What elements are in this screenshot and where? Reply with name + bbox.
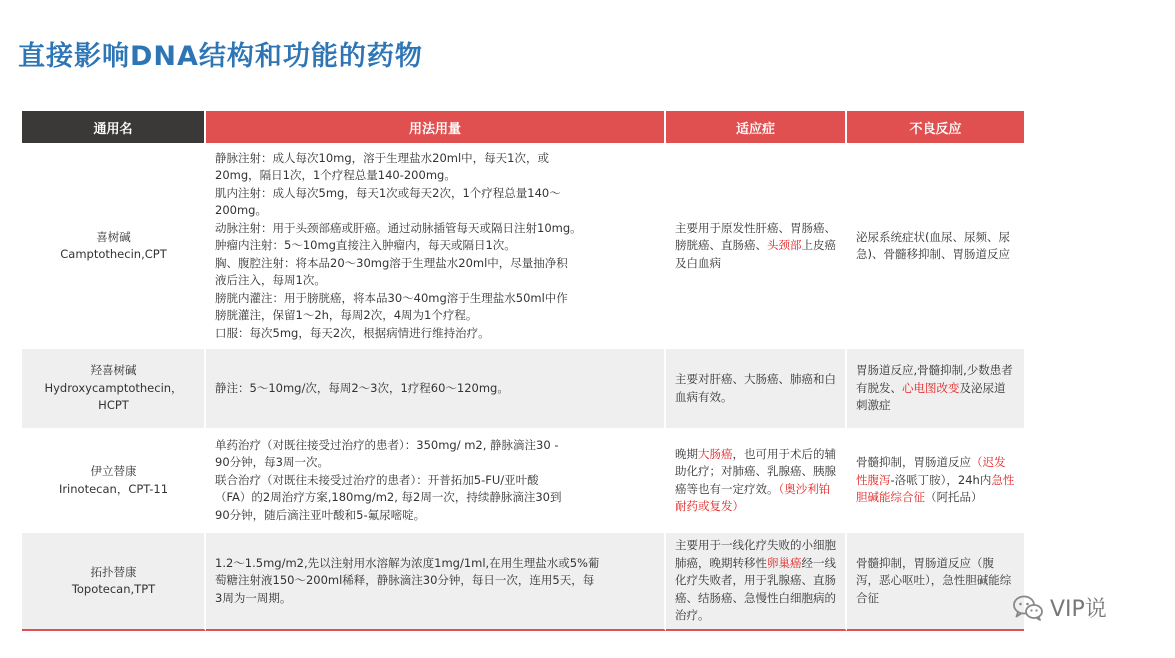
header-name: 通用名 <box>22 111 206 143</box>
dosage-line: 1.2～1.5mg/m2,先以注射用水溶解为浓度1mg/1ml,在用生理盐水或5%葡 <box>215 555 600 570</box>
indication-cell <box>666 143 847 347</box>
indication-text: 晚期 <box>675 446 698 461</box>
dosage-line: 肿瘤内注射：5～10mg直接注入肿瘤内，每天或隔日1次。 <box>215 238 516 253</box>
adverse-text: 泌尿系统症状(血尿、尿频、尿急)、骨髓移抑制、胃肠道反应 <box>856 229 1010 261</box>
dosage-line: 200mg。 <box>215 203 267 218</box>
drug-name-en: Topotecan,TPT <box>71 582 156 596</box>
table-row <box>22 143 1024 347</box>
dosage-line: （FA）的2周治疗方案,180mg/m2, 每2周一次，持续静脉滴注30到 <box>215 490 562 505</box>
indication-text: 上皮癌及白血病 <box>675 238 836 270</box>
adverse-cell <box>847 143 1024 347</box>
drug-name-en: Irinotecan，CPT-11 <box>58 481 169 496</box>
indication-highlight: （奥沙利铂耐药或复发） <box>675 481 831 513</box>
dosage-line: 口服：每次5mg，每天2次，根据病情进行维持治疗。 <box>215 325 490 340</box>
dosage-line: 静注：5～10mg/次，每周2～3次，1疗程60～120mg。 <box>215 380 509 395</box>
dosage-cell <box>206 143 666 347</box>
indication-text: 主要对肝癌、大肠癌、肺癌和白血病有效。 <box>675 372 836 404</box>
adverse-cell <box>847 531 1024 631</box>
dosage-cell <box>206 531 666 631</box>
indication-cell <box>666 531 847 631</box>
watermark <box>1012 592 1107 623</box>
dosage-line: 3周为一周期。 <box>215 590 292 605</box>
adverse-cell <box>847 347 1024 428</box>
drug-name-cn: 拓扑替康 <box>90 564 137 579</box>
dosage-line: 动脉注射：用于头颈部癌或肝癌。通过动脉插管每天或隔日注射10mg。 <box>215 220 582 235</box>
adverse-text: （阿托品） <box>925 490 983 505</box>
header-adverse: 不良反应 <box>847 111 1024 143</box>
wechat-icon <box>1012 594 1044 622</box>
drug-name-en: Camptothecin,CPT <box>60 247 167 261</box>
adverse-highlight: （迟发性腹泻 <box>856 455 1006 487</box>
dosage-line: 联合治疗（对既往未接受过治疗的患者）：开普拓加5-FU/亚叶酸 <box>215 472 539 487</box>
adverse-highlight: 心电图改变 <box>902 380 960 395</box>
dosage-line: 静脉注射：成人每次10mg，溶于生理盐水20ml中，每天1次，或 <box>215 150 549 165</box>
drug-name-cn: 伊立替康 <box>90 464 137 478</box>
indication-text: 经一线化疗失败者，用于乳腺癌、直肠癌、结肠癌、急慢性白细胞病的治疗。 <box>675 555 836 623</box>
table-row <box>22 531 1024 631</box>
adverse-highlight: 急性胆碱能综合征 <box>856 472 1015 505</box>
indication-highlight: 卵巢癌 <box>767 555 802 570</box>
dosage-line: 膀胱内灌注：用于膀胱癌，将本品30～40mg溶于生理盐水50ml中作 <box>215 290 568 305</box>
indication-text: ，也可用于术后的辅助化疗；对肺癌、乳腺癌、胰腺癌等也有一定疗效。 <box>675 446 836 496</box>
indication-text: 主要用于一线化疗失败的小细胞肺癌，晚期转移性 <box>675 538 836 570</box>
drug-name-cell <box>22 347 206 428</box>
drug-name-cell <box>22 428 206 531</box>
table-header-row <box>22 111 1024 143</box>
dosage-line: 90分钟，每3周一次。 <box>215 455 329 470</box>
drug-name-cell <box>22 531 206 631</box>
drug-name-en: Hydroxycamptothecin，HCPT <box>44 380 183 413</box>
drug-name-cell <box>22 143 206 347</box>
indication-cell <box>666 428 847 531</box>
adverse-cell <box>847 428 1024 531</box>
table-row <box>22 347 1024 428</box>
table-row <box>22 428 1024 531</box>
indication-text: 主要用于原发性肝癌、胃肠癌、膀胱癌、直肠癌、 <box>675 220 836 253</box>
header-dosage: 用法用量 <box>206 111 666 143</box>
drug-name-cn: 喜树碱 <box>96 229 131 244</box>
drug-table <box>22 111 1024 631</box>
indication-cell <box>666 347 847 428</box>
header-indication: 适应症 <box>666 111 847 143</box>
dosage-line: 液后注入，每周1次。 <box>215 273 326 288</box>
adverse-text: -洛哌丁胺），24h内 <box>890 472 992 487</box>
dosage-line: 肌内注射：成人每次5mg，每天1次或每天2次，1个疗程总量140～ <box>215 185 561 200</box>
drug-name-cn: 羟喜树碱 <box>90 363 137 378</box>
dosage-line: 20mg，隔日1次，1个疗程总量140-200mg。 <box>215 168 456 183</box>
indication-highlight: 大肠癌 <box>698 446 733 461</box>
dosage-line: 萄糖注射液150～200ml稀释，静脉滴注30分钟，每日一次，连用5天，每 <box>215 573 595 588</box>
adverse-text: 胃肠道反应,骨髓抑制,少数患者有脱发、 <box>856 363 1013 395</box>
dosage-line: 单药治疗（对既往接受过治疗的患者）：350mg/ m2, 静脉滴注30 - <box>215 437 559 452</box>
dosage-cell <box>206 347 666 428</box>
dosage-line: 90分钟，随后滴注亚叶酸和5-氟尿嘧啶。 <box>215 507 426 522</box>
adverse-text: 骨髓抑制，胃肠道反应 <box>856 455 971 470</box>
page-title: 直接影响DNA结构和功能的药物 <box>18 41 423 72</box>
adverse-text: 骨髓抑制，胃肠道反应（腹泻，恶心呕吐），急性胆碱能综合征 <box>856 555 1012 605</box>
dosage-line: 胸、腹腔注射：将本品20～30mg溶于生理盐水20ml中，尽量抽净积 <box>215 255 568 270</box>
adverse-text: 及泌尿道刺激症 <box>856 380 1006 413</box>
watermark-text: VIP说 <box>1050 597 1107 622</box>
dosage-cell <box>206 428 666 531</box>
indication-highlight: 头颈部 <box>767 238 802 253</box>
dosage-line: 膀胱灌注，保留1～2h，每周2次，4周为1个疗程。 <box>215 308 478 323</box>
